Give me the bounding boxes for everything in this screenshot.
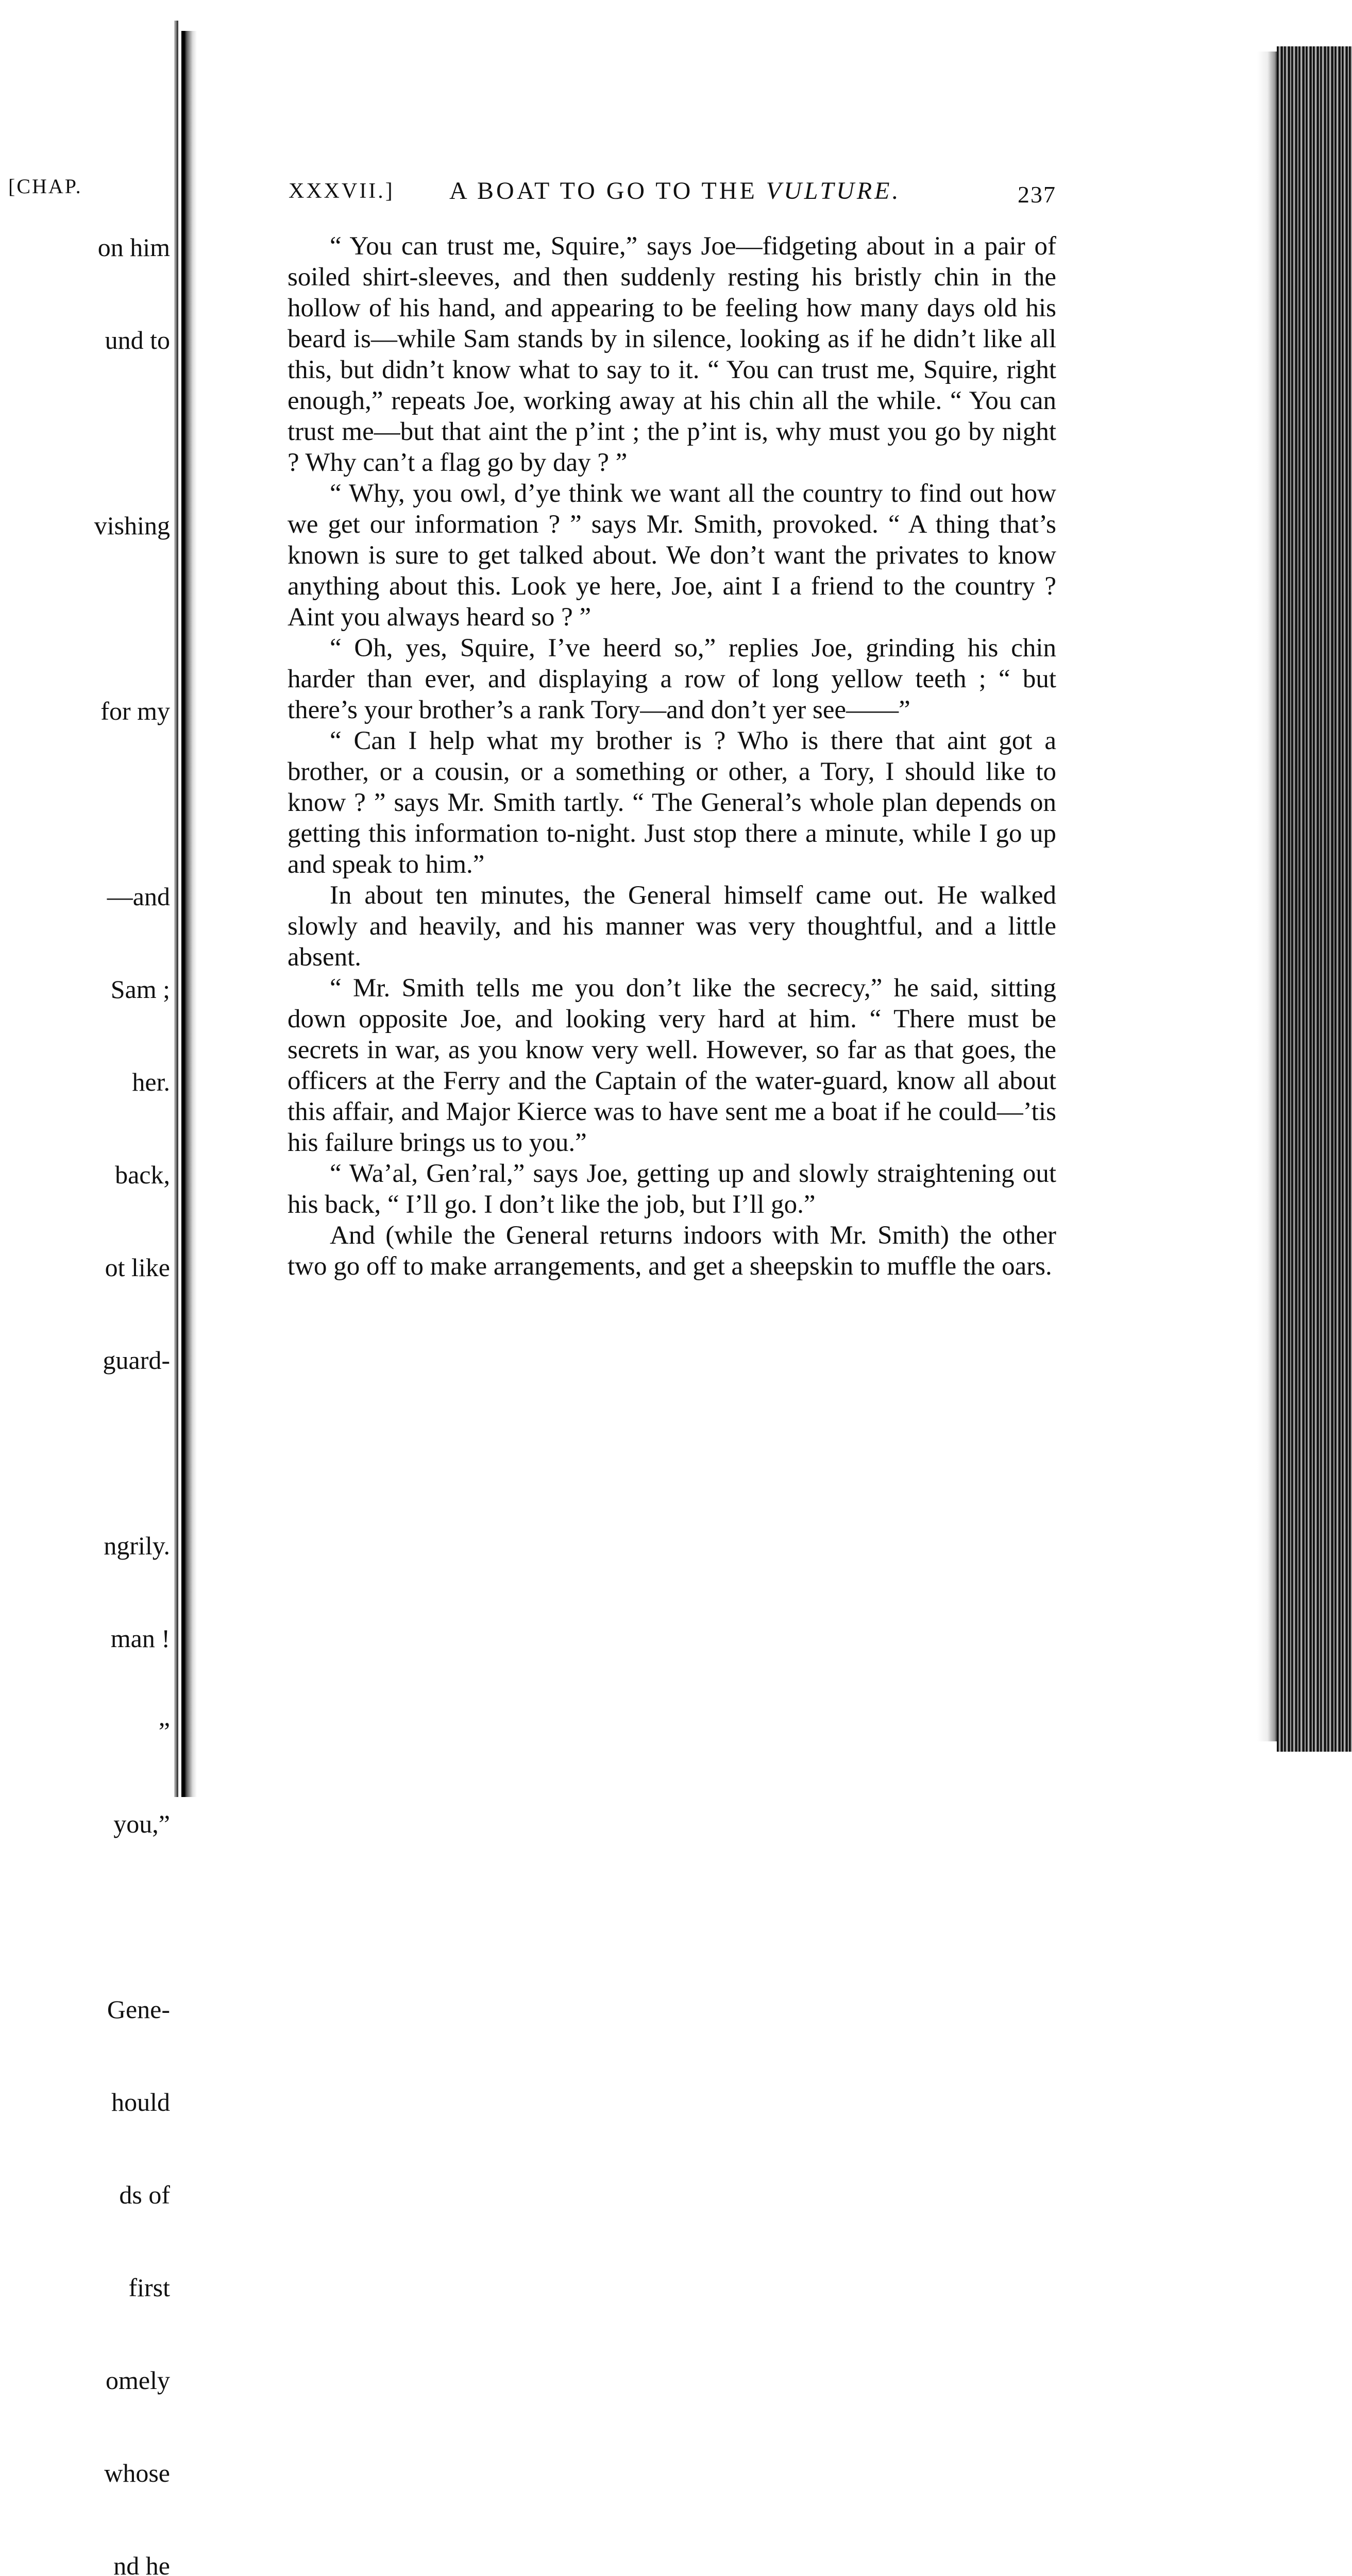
left-line: nd he [113, 2551, 170, 2576]
paragraph: “ Oh, yes, Squire, I’ve heerd so,” replies Joe, grinding his chin harder than ever, and displaying a row of long yellow teeth ; “ but there’s your brother’s a rank Tory—and don’t yer see——” [288, 634, 1056, 724]
paragraph: “ Mr. Smith tells me you don’t like the secrecy,” he said, sitting down opposite Joe, and looking very hard at him. “ There must be secrets in war, as you know very well. However, so far as that goes, the officers at the Ferry and the Captain of the water-guard, know all about this affair, and Major Kierce was to have sent me a boat if he could—’tis his failure brings us to you.” [288, 974, 1056, 1157]
left-line: ot like [105, 1253, 170, 1282]
left-line: vishing [94, 511, 170, 540]
book-fore-edge [1277, 46, 1352, 1752]
left-line: her. [132, 1067, 170, 1096]
left-line [0, 603, 170, 634]
chapter-title-italic: VULTURE. [766, 177, 901, 205]
left-line: back, [115, 1160, 170, 1189]
left-line: Sam ; [110, 975, 170, 1004]
left-line: Gene- [107, 1995, 170, 2024]
paragraph: “ Why, you owl, d’ye think we want all the country to find out how we get our information ? ” says Mr. Smith, provoked. “ A thing that’s known is sure to get talked about. We don’t want the privates to know anything about this. Look ye here, Joe, aint I a friend to the country ? Aint you always heard so ? ” [288, 479, 1056, 632]
paragraph: “ Can I help what my brother is ? Who is there that aint got a brother, or a cousin, or a something or other, a Tory, I should like to know ? ” says Mr. Smith tartly. “ The General’s whole plan depends on getting this information to-night. Just stop there a minute, while I go up and speak to him.” [288, 726, 1056, 879]
left-line: hould [111, 2088, 170, 2116]
left-page-header: [CHAP. [8, 175, 82, 198]
chapter-title-text: A BOAT TO GO TO THE [449, 177, 757, 205]
chapter-title [449, 177, 901, 205]
right-page-edge [1257, 52, 1278, 1741]
left-line: guard- [103, 1346, 170, 1375]
body-text [288, 231, 1056, 1282]
running-head [289, 177, 1056, 213]
left-line [0, 417, 170, 448]
left-line [0, 788, 170, 819]
left-page-fragment [0, 170, 170, 2576]
paragraph: And (while the General returns indoors with Mr. Smith) the other two go off to make arrangements, and get a sheepskin to muffle the oars. [288, 1221, 1056, 1281]
left-line: first [128, 2273, 170, 2302]
left-line: —and [107, 882, 170, 911]
left-page-edge [174, 21, 178, 1797]
left-line: ds of [119, 2180, 170, 2209]
left-line: for my [100, 697, 170, 725]
page-number: 237 [1018, 181, 1056, 208]
left-line: you,” [113, 1809, 170, 1838]
paragraph: “ You can trust me, Squire,” says Joe—fidgeting about in a pair of soiled shirt-sleeves, and then suddenly resting his bristly chin in the hollow of his hand, and appearing to be feeling how many days old his beard is—while Sam stands by in silence, looking as if he didn’t like all this, but didn’t know what to say to it. “ You can trust me, Squire, right enough,” repeats Joe, working away at his chin all the while. “ You can trust me—but that aint the p’int ; the p’int is, why must you go by night ? Why can’t a flag go by day ? ” [288, 232, 1056, 477]
left-line: ” [158, 1717, 170, 1745]
chapter-number: XXXVII.] [289, 179, 395, 203]
left-line [0, 1437, 170, 1468]
left-line: ngrily. [104, 1531, 170, 1560]
left-line: whose [104, 2459, 170, 2487]
left-line [0, 1901, 170, 1932]
left-line: on him [97, 233, 170, 262]
left-line: und to [105, 326, 170, 354]
left-line: man ! [110, 1624, 170, 1653]
left-line: omely [106, 2366, 170, 2395]
paragraph: In about ten minutes, the General himself came out. He walked slowly and heavily, and his manner was very thoughtful, and a little absent. [288, 881, 1056, 972]
paragraph: “ Wa’al, Gen’ral,” says Joe, getting up and slowly straightening out his back, “ I’ll go. I don’t like the job, but I’ll go.” [288, 1159, 1056, 1219]
gutter-shadow [181, 31, 197, 1797]
